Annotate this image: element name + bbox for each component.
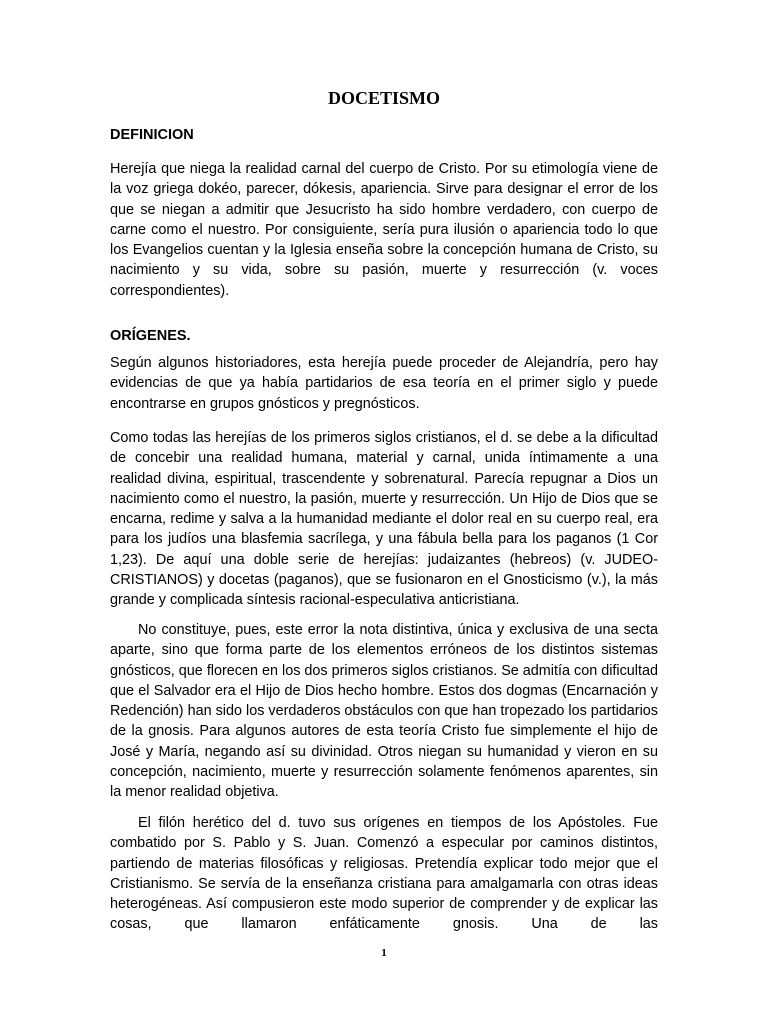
section-heading-definicion: DEFINICION xyxy=(110,127,194,143)
page-number: 1 xyxy=(381,947,387,959)
document-title: DOCETISMO xyxy=(327,88,441,108)
paragraph-definicion: Herejía que niega la realidad carnal del cuerpo de Cristo. Por su etimología viene de la voz griega dokéo, parecer, dókesis, apariencia. Sirve para designar el error de los que se niegan a admitir que Jesucristo ha sido hombre verdadero, con cuerpo de carne como el nuestro. Por consiguiente, sería pura ilusión o apariencia todo lo que los Evangelios cuentan y la Iglesia enseña sobre la concepción humana de Cristo, su nacimiento y su vida, sobre su pasión, muerte y resurrección (v. voces correspondientes). xyxy=(110,161,658,299)
paragraph-origenes-3: No constituye, pues, este error la nota distintiva, única y exclusiva de una secta aparte, sino que forma parte de los elementos erróneos de los distintos sistemas gnósticos, que florecen en los dos primeros siglos cristianos. Se admitía con dificultad que el Salvador era el Hijo de Dios hecho hombre. Estos dos dogmas (Encarnación y Redención) han sido los verdaderos obstáculos con que han tropezado los partidarios de la gnosis. Para algunos autores de esta teoría Cristo fue simplemente el hijo de José y María, negando así su divinidad. Otros niegan su humanidad y vieron en su concepción, nacimiento, muerte y resurrección solamente fenómenos aparentes, sin la menor realidad objetiva. xyxy=(110,622,658,801)
document-page xyxy=(110,0,658,1024)
paragraph-origenes-1: Según algunos historiadores, esta herejía puede proceder de Alejandría, pero hay evidencias de que ya había partidarios de esa teoría en el primer siglo y puede encontrarse en grupos gnósticos y pregnósticos. xyxy=(110,355,658,412)
section-heading-origenes: ORÍGENES. xyxy=(110,328,191,344)
paragraph-origenes-4: El filón herético del d. tuvo sus orígenes en tiempos de los Apóstoles. Fue combatido por S. Pablo y S. Juan. Comenzó a especular por caminos distintos, partiendo de materias filosóficas y religiosas. Pretendía explicar todo mejor que el Cristianismo. Se servía de la enseñanza cristiana para amalgamarla con otras ideas heterogéneas. Así compusieron este modo superior de comprender y de explicar las cosas, que llamaron enfáticamente gnosis. Una de las xyxy=(110,815,658,933)
paragraph-origenes-2: Como todas las herejías de los primeros siglos cristianos, el d. se debe a la dificultad de concebir una realidad humana, material y carnal, unida íntimamente a una realidad divina, espiritual, trascendente y sobrenatural. Parecía repugnar a Dios un nacimiento como el nuestro, la pasión, muerte y resurrección. Un Hijo de Dios que se encarna, redime y salva a la humanidad mediante el dolor real en su cuerpo real, era para los judíos una blasfemia sacrílega, y una fábula bella para los paganos (1 Cor 1,23). De aquí una doble serie de herejías: judaizantes (hebreos) (v. JUDEO-CRISTIANOS) y docetas (paganos), que se fusionaron en el Gnosticismo (v.), la más grande y complicada síntesis racional-especulativa anticristiana. xyxy=(110,430,658,609)
